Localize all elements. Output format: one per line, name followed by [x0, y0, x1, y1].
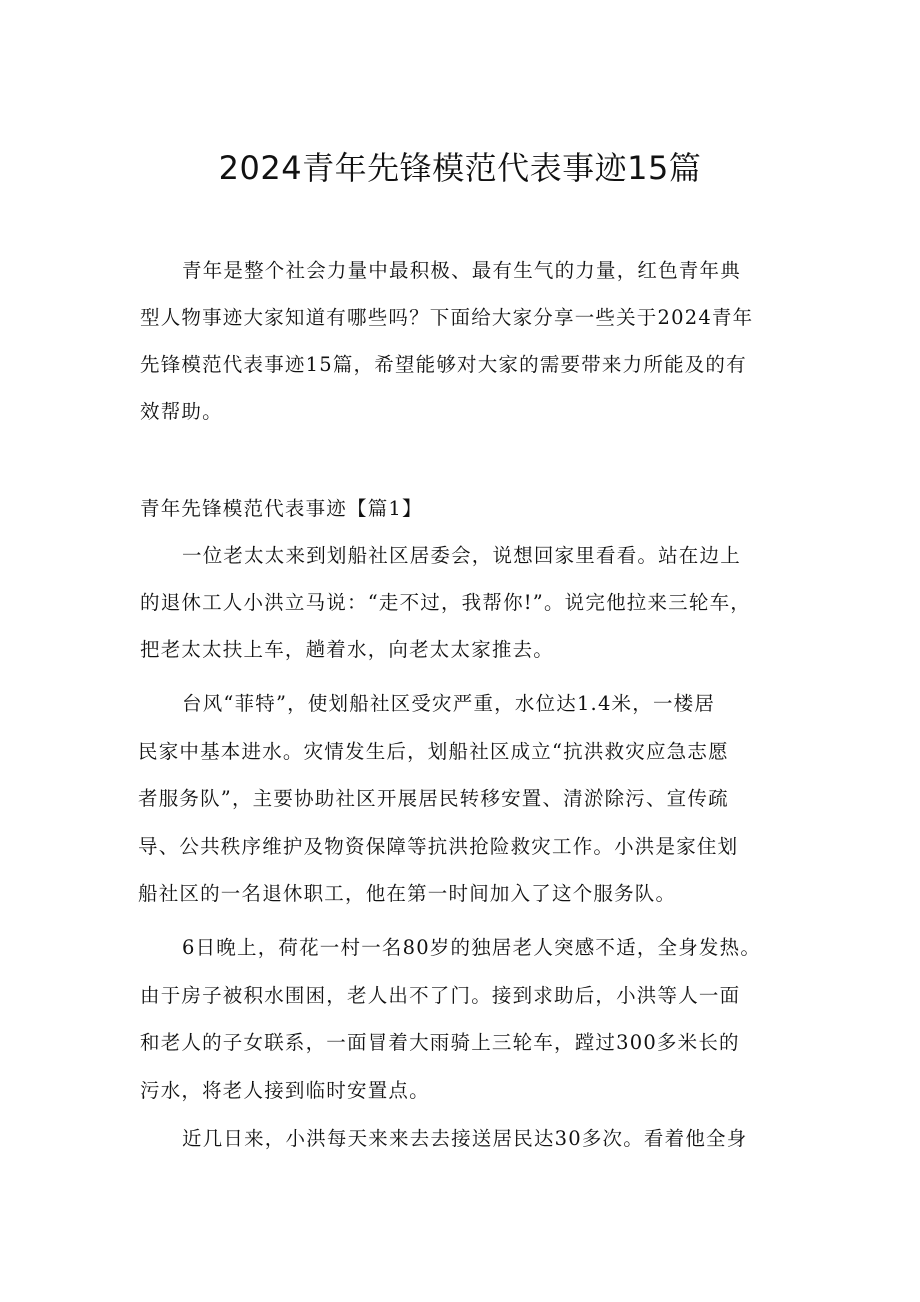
- paragraph-line: 由于房子被积水围困，老人出不了门。接到求助后，小洪等人一面: [140, 984, 741, 1007]
- paragraph-line: 污水，将老人接到临时安置点。: [140, 1079, 430, 1102]
- intro-line: 型人物事迹大家知道有哪些吗？下面给大家分享一些关于2024青年: [140, 306, 754, 329]
- paragraph-line: 6日晚上，荷花一村一名80岁的独居老人突感不适，全身发热。: [182, 936, 762, 959]
- paragraph-line: 近几日来，小洪每天来来去去接送居民达30多次。看着他全身: [182, 1127, 748, 1150]
- paragraph-line: 台风“菲特”，使划船社区受灾严重，水位达1.4米，一楼居: [182, 692, 716, 715]
- paragraph-line: 把老太太扶上车，趟着水，向老太太家推去。: [140, 638, 555, 661]
- paragraph-line: 和老人的子女联系，一面冒着大雨骑上三轮车，蹚过300多米长的: [140, 1031, 740, 1054]
- section-heading: 青年先锋模范代表事迹【篇1】: [140, 497, 423, 520]
- paragraph-line: 船社区的一名退休职工，他在第一时间加入了这个服务队。: [138, 882, 677, 905]
- paragraph-line: 者服务队”，主要协助社区开展居民转移安置、清淤除污、宣传疏: [138, 787, 729, 810]
- intro-line: 效帮助。: [140, 400, 223, 423]
- paragraph-line: 导、公共秩序维护及物资保障等抗洪抢险救灾工作。小洪是家住划: [138, 835, 739, 858]
- intro-line: 先锋模范代表事迹15篇，希望能够对大家的需要带来力所能及的有: [140, 353, 747, 376]
- document-title: 2024青年先锋模范代表事迹15篇: [218, 149, 702, 187]
- intro-line: 青年是整个社会力量中最积极、最有生气的力量，红色青年典: [182, 259, 741, 282]
- paragraph-line: 的退休工人小洪立马说：“走不过，我帮你!”。说完他拉来三轮车，: [140, 591, 751, 614]
- paragraph-line: 民家中基本进水。灾情发生后，划船社区成立“抗洪救灾应急志愿: [138, 740, 729, 763]
- paragraph-line: 一位老太太来到划船社区居委会，说想回家里看看。站在边上: [182, 544, 741, 567]
